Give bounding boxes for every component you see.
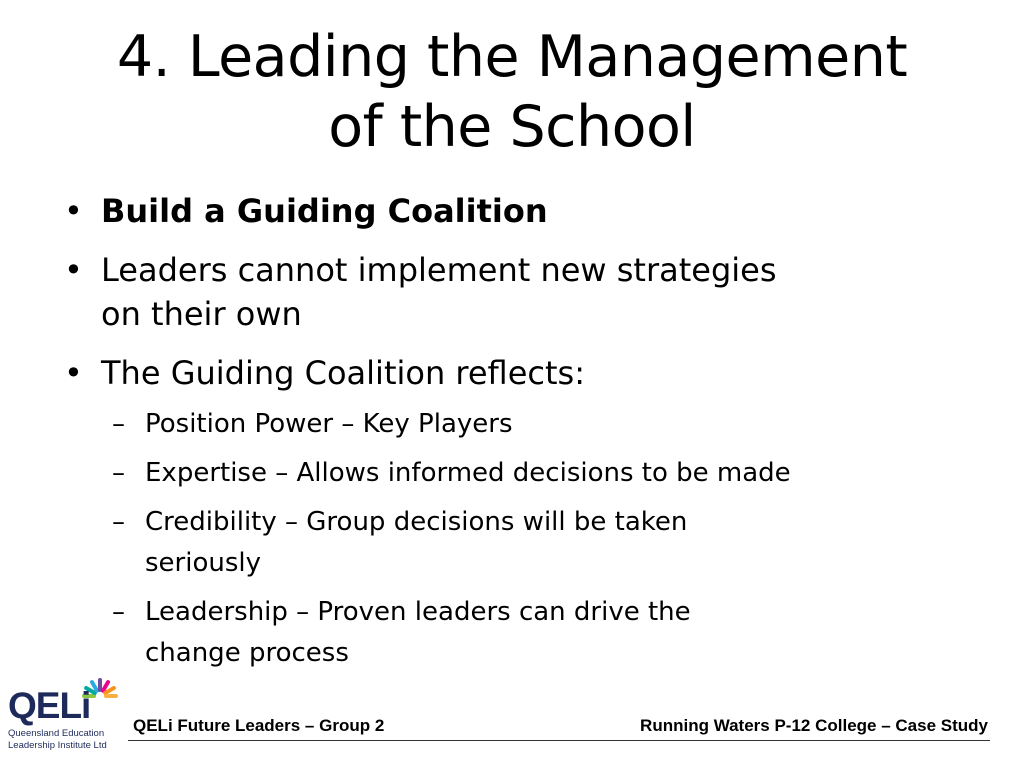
qeli-logo <box>8 672 123 762</box>
sub-bullet-line: seriously <box>145 548 261 578</box>
sub-bullet-text <box>145 592 990 674</box>
bullet-marker: • <box>64 192 83 230</box>
sub-bullet-line: change process <box>145 638 349 668</box>
sub-bullet-line: Credibility – Group decisions will be taken <box>145 507 688 537</box>
bullet-marker: • <box>64 354 83 392</box>
footer-right-text: Running Waters P-12 College – Case Study <box>640 716 988 735</box>
logo-subtitle-line-1: Queensland Education <box>8 728 105 739</box>
logo-petal <box>92 682 97 691</box>
bullet-marker: • <box>64 251 83 289</box>
logo-petal <box>103 682 108 691</box>
bullet-text: The Guiding Coalition reflects: <box>101 354 585 392</box>
sub-bullet-marker: – <box>112 597 125 627</box>
logo-subtitle <box>8 728 107 752</box>
bullet-line: Leaders cannot implement new strategies <box>101 251 777 289</box>
sub-bullet-text: Expertise – Allows informed decisions to be made <box>145 458 791 488</box>
logo-subtitle-line-2: Leadership Institute Ltd <box>8 740 107 751</box>
sub-bullet-marker: – <box>112 507 125 537</box>
footer-divider <box>128 740 990 741</box>
logo-wordmark: QELi <box>8 685 91 726</box>
sub-bullet-text: Position Power – Key Players <box>145 409 513 439</box>
slide-title-line-2: of the School <box>328 94 696 160</box>
sub-bullet-line: Leadership – Proven leaders can drive the <box>145 597 691 627</box>
bullet-text <box>101 248 931 336</box>
sub-bullet-marker: – <box>112 409 125 439</box>
logo-petal <box>105 688 114 693</box>
bullet-text: Build a Guiding Coalition <box>101 192 548 230</box>
footer-left-text: QELi Future Leaders – Group 2 <box>133 716 385 735</box>
slide-title-line-1: 4. Leading the Management <box>116 24 908 90</box>
bullet-line: on their own <box>101 295 302 333</box>
sub-bullet-marker: – <box>112 458 125 488</box>
sub-bullet-text <box>145 502 990 584</box>
